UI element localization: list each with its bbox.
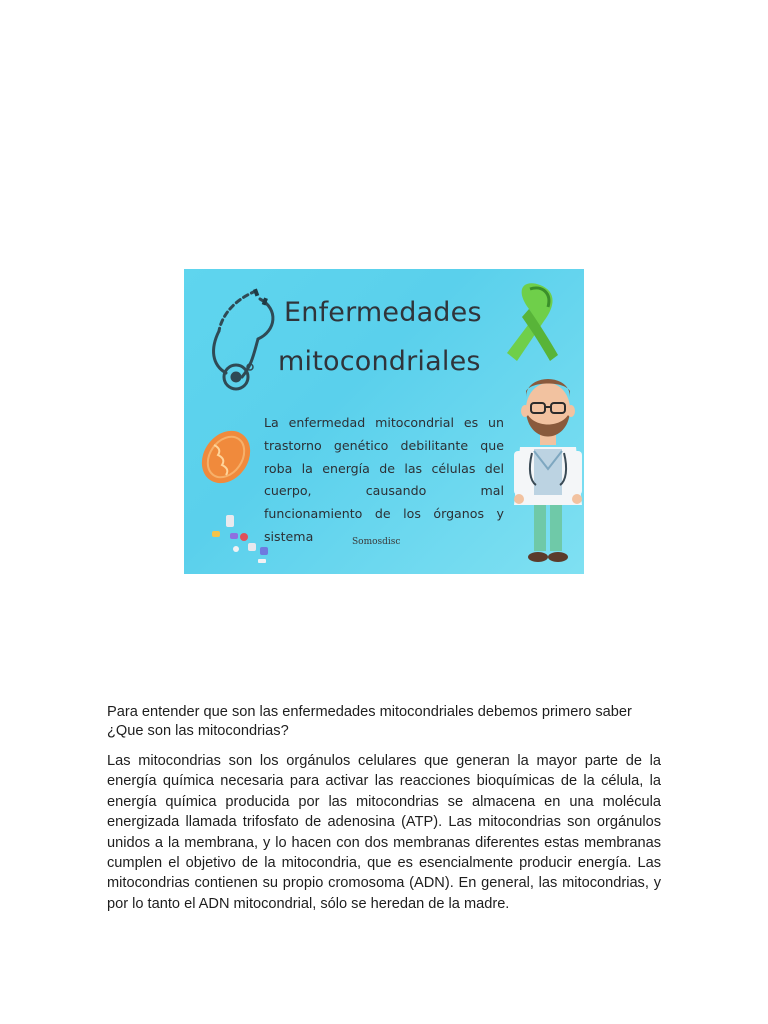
awareness-ribbon-icon xyxy=(507,283,558,361)
card-description-line: cuerpo, causando mal xyxy=(264,483,504,499)
mitochondria-paragraph: Las mitocondrias son los orgánulos celulares que generan la mayor parte de la energía química necesaria para activar las reacciones bioquímicas de la célula, la energía química producida por las mitocondrias se almacena en una molécula energizada llamada trifosfato de adenosina (ATP). Las mitocondrias son orgánulos unidos a la membrana, y lo hacen con dos membranas diferentes estas membranas cumplen el objetivo de la mitocondria, que es esencialmente producir energía. Las mitocondrias contienen su propio cromosoma (ADN). En general, las mitocondrias, y por lo tanto el ADN mitocondrial, sólo se heredan de la madre. xyxy=(107,753,661,912)
card-signature: Somosdisc xyxy=(352,537,401,547)
card-description-line: trastorno genético debilitante que xyxy=(264,437,504,453)
stethoscope-icon xyxy=(214,291,273,389)
card-description-line: roba la energía de las células del xyxy=(264,460,504,476)
intro-paragraph: Para entender que son las enfermedades mitocondriales debemos primero saber ¿Que son las mitocondrias? xyxy=(107,704,632,739)
card-description xyxy=(264,412,504,549)
illustration-card xyxy=(184,269,584,574)
mitochondria-icon xyxy=(192,421,260,492)
doctor-illustration xyxy=(514,379,582,562)
stethoscope-dots-icon xyxy=(247,288,268,370)
card-description-line: La enfermedad mitocondrial es un xyxy=(264,415,504,430)
card-title-line-1: Enfermedades xyxy=(284,297,482,328)
card-description-line: sistema xyxy=(264,528,314,544)
card-description-line: funcionamiento de los órganos y xyxy=(264,506,504,522)
pills-icon xyxy=(212,515,268,563)
card-title-line-2: mitocondriales xyxy=(278,346,481,377)
document-body xyxy=(107,703,661,914)
